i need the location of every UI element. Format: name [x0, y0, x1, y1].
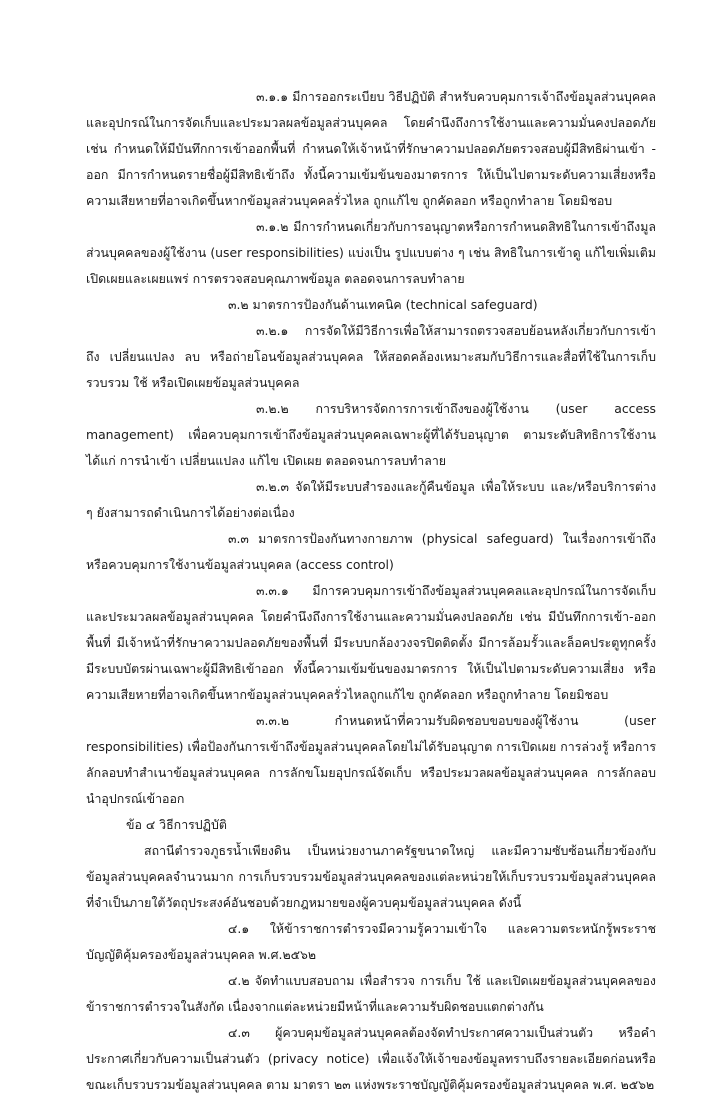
paragraph-3-2-1: ๓.๒.๑ การจัดให้มีวิธีการเพื่อให้สามารถตรวจสอบย้อนหลังเกี่ยวกับการเข้าถึง เปลี่ยนแปลง ลบ หรือถ่ายโอนข้อมูลส่วนบุคคล ให้สอดคล้องเหมาะสมกับวิธีการและสื่อที่ใช้ในการเก็บรวบรวม ใช้ หรือเปิดเผยข้อมูลส่วนบุคคล [86, 323, 656, 390]
paragraph-section-4-intro: สถานีตำรวจภูธรน้ำเพียงดิน เป็นหน่วยงานภาครัฐขนาดใหญ่ และมีความซับซ้อนเกี่ยวข้องกับ ข้อมูลส่วนบุคคลจำนวนมาก การเก็บรวบรวมข้อมูลส่วนบุคคลของแต่ละหน่วยให้เก็บรวบรวมข้อมูลส่วนบุคคลที่จำเป็นภายใต้วัตถุประสงค์อันชอบด้วยกฎหมายของผู้ควบคุมข้อมูลส่วนบุคคล ดังนี้ [86, 843, 656, 910]
paragraph-3-2-2: ๓.๒.๒ การบริหารจัดการการเข้าถึงของผู้ใช้งาน (user access management) เพื่อควบคุมการเข้าถึงข้อมูลส่วนบุคคลเฉพาะผู้ที่ได้รับอนุญาต ตามระดับสิทธิการใช้งาน ได้แก่ การนำเข้า เปลี่ยนแปลง แก้ไข เปิดเผย ตลอดจนการลบทำลาย [86, 401, 656, 468]
paragraph-3-1-1: ๓.๑.๑ มีการออกระเบียบ วิธีปฏิบัติ สำหรับควบคุมการเจ้าถึงข้อมูลส่วนบุคคลและอุปกรณ์ในการจัดเก็บและประมวลผลข้อมูลส่วนบุคคล โดยคำนึงถึงการใช้งานและความมั่นคงปลอดภัย เช่น กำหนดให้มีบันทึกการเข้าออกพื้นที่ กำหนดให้เจ้าหน้าที่รักษาความปลอดภัยตรวจสอบผู้มีสิทธิผ่านเข้า - ออก มีการกำหนดรายชื่อผู้มีสิทธิเข้าถึง ทั้งนี้ความเข้มข้นของมาตรการ ให้เป็นไปตามระดับความเสี่ยงหรือความเสียหายที่อาจเกิดขึ้นหากข้อมูลส่วนบุคคลรั่วไหล ถูกแก้ไข ถูกคัดลอก หรือถูกทำลาย โดยมิชอบ [86, 89, 656, 208]
paragraph-4-1: ๔.๑ ให้ข้าราชการตำรวจมีความรู้ความเข้าใจ และความตระหนักรู้พระราชบัญญัติคุ้มครองข้อมูลส่วนบุคคล พ.ศ.๒๕๖๒ [86, 921, 656, 962]
paragraph-3-2-3: ๓.๒.๓ จัดให้มีระบบสำรองและกู้คืนข้อมูล เพื่อให้ระบบ และ/หรือบริการต่าง ๆ ยังสามารถดำเนินการได้อย่างต่อเนื่อง [86, 479, 656, 520]
paragraph-3-1-2: ๓.๑.๒ มีการกำหนดเกี่ยวกับการอนุญาตหรือการกำหนดสิทธิในการเข้าถึงมูลส่วนบุคคลของผู้ใช้งาน (user responsibilities) แบ่งเป็น รูปแบบต่าง ๆ เช่น สิทธิในการเข้าดู แก้ไขเพิ่มเติม เปิดเผยและเผยแพร่ การตรวจสอบคุณภาพข้อมูล ตลอดจนการลบทำลาย [86, 219, 656, 286]
heading-3-3: ๓.๓ มาตรการป้องกันทางกายภาพ (physical safeguard) ในเรื่องการเข้าถึงหรือควบคุมการใช้งานข้อมูลส่วนบุคคล (access control) [86, 531, 656, 572]
document-page [86, 84, 656, 1098]
paragraph-3-3-2: ๓.๓.๒ กำหนดหน้าที่ความรับผิดชอบขอบของผู้ใช้งาน (user responsibilities) เพื่อป้องกันการเข้าถึงข้อมูลส่วนบุคคลโดยไม่ได้รับอนุญาต การเปิดเผย การล่วงรู้ หรือการลักลอบทำสำเนาข้อมูลส่วนบุคคล การลักขโมยอุปกรณ์จัดเก็บ หรือประมวลผลข้อมูลส่วนบุคคล การลักลอบนำอุปกรณ์เข้าออก [86, 713, 656, 806]
heading-3-2: ๓.๒ มาตรการป้องกันด้านเทคนิค (technical safeguard) [228, 297, 538, 312]
heading-section-4: ข้อ ๔ วิธีการปฏิบัติ [126, 817, 227, 832]
paragraph-3-3-1: ๓.๓.๑ มีการควบคุมการเข้าถึงข้อมูลส่วนบุคคลและอุปกรณ์ในการจัดเก็บและประมวลผลข้อมูลส่วนบุคคล โดยคำนึงถึงการใช้งานและความมั่นคงปลอดภัย เช่น มีบันทึกการเข้า-ออก พื้นที่ มีเจ้าหน้าที่รักษาความปลอดภัยของพื้นที่ มีระบบกล้องวงจรปิดติดตั้ง มีการล้อมรั้วและล็อคประตูทุกครั้ง มีระบบบัตรผ่านเฉพาะผู้มีสิทธิเข้าออก ทั้งนี้ความเข้มข้นของมาตรการ ให้เป็นไปตามระดับความเสี่ยง หรือความเสียหายที่อาจเกิดขึ้นหากข้อมูลส่วนบุคคลรั่วไหลถูกแก้ไข ถูกคัดลอก หรือถูกทำลาย โดยมิชอบ [86, 583, 656, 702]
paragraph-4-3: ๔.๓ ผู้ควบคุมข้อมูลส่วนบุคคลต้องจัดทำประกาศความเป็นส่วนตัว หรือคำประกาศเกี่ยวกับความเป็นส่วนตัว (privacy notice) เพื่อแจ้งให้เจ้าของข้อมูลทราบถึงรายละเอียดก่อนหรือขณะเก็บรวบรวมข้อมูลส่วนบุคคล ตาม มาตรา ๒๓ แห่งพระราชบัญญัติคุ้มครองข้อมูลส่วนบุคคล พ.ศ. ๒๕๖๒ [86, 1025, 656, 1092]
paragraph-4-2: ๔.๒ จัดทำแบบสอบถาม เพื่อสำรวจ การเก็บ ใช้ และเปิดเผยข้อมูลส่วนบุคคลของข้าราชการตำรวจในสังกัด เนื่องจากแต่ละหน่วยมีหน้าที่และความรับผิดชอบแตกต่างกัน [86, 973, 656, 1014]
